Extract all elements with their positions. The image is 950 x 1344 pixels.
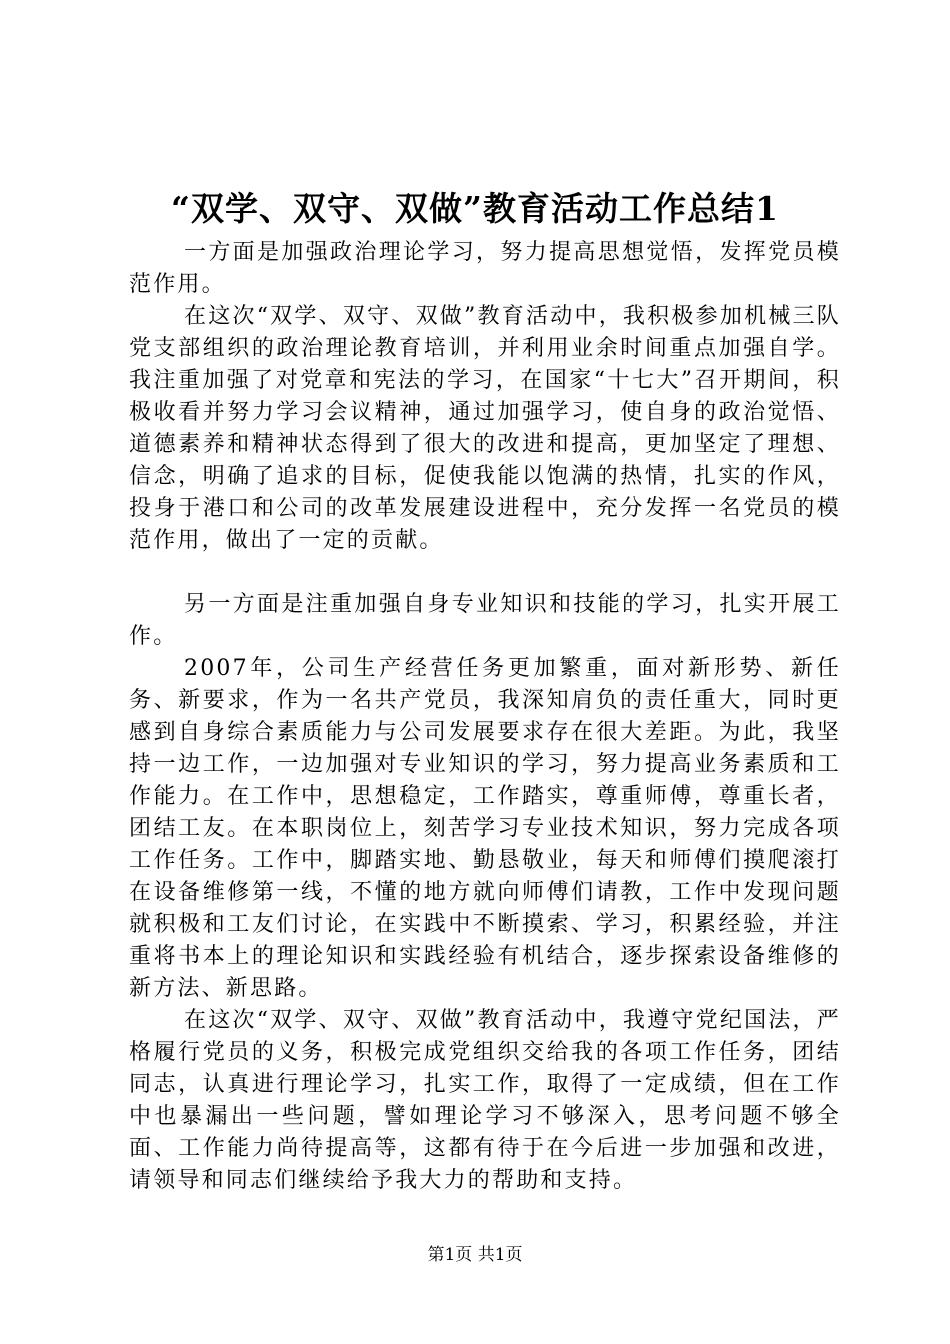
paragraph-2: 在这次“双学、双守、双做”教育活动中，我积极参加机械三队党支部组织的政治理论教育培训，并利用业余时间重点加强自学。我注重加强了对党章和宪法的学习，在国家“十七大”召开期间，积极收看并努力学习会议精神，通过加强学习，使自身的政治觉悟、道德素养和精神状态得到了很大的改进和提高，更加坚定了理想、信念，明确了追求的目标，促使我能以饱满的热情，扎实的作风，投身于港口和公司的改革发展建设进程中，充分发挥一名党员的模范作用，做出了一定的贡献。: [129, 304, 841, 553]
paragraph-5: 在这次“双学、双守、双做”教育活动中，我遵守党纪国法，严格履行党员的义务，积极完成党组织交给我的各项工作任务，团结同志，认真进行理论学习，扎实工作，取得了一定成绩，但在工作中也暴漏出一些问题，譬如理论学习不够深入，思考问题不够全面、工作能力尚待提高等，这都有待于在今后进一步加强和改进，请领导和同志们继续给予我大力的帮助和支持。: [129, 1008, 841, 1193]
page-footer: 第1页 共1页: [427, 1245, 523, 1265]
paragraph-1: 一方面是加强政治理论学习，努力提高思想觉悟，发挥党员模范作用。: [129, 240, 841, 297]
paragraph-gap: [129, 557, 841, 589]
document-title: “双学、双守、双做”教育活动工作总结1: [171, 189, 779, 228]
paragraph-4: 2007年，公司生产经营任务更加繁重，面对新形势、新任务、新要求，作为一名共产党员，我深知肩负的责任重大，同时更感到自身综合素质能力与公司发展要求存在很大差距。为此，我坚持一边工作，一边加强对专业知识的学习，努力提高业务素质和工作能力。在工作中，思想稳定，工作踏实，尊重师傅，尊重长者，团结工友。在本职岗位上，刻苦学习专业技术知识，努力完成各项工作任务。工作中，脚踏实地、勤恳敬业，每天和师傅们摸爬滚打在设备维修第一线，不懂的地方就向师傅们请教，工作中发现问题就积极和工友们讨论，在实践中不断摸索、学习，积累经验，并注重将书本上的理论知识和实践经验有机结合，逐步探索设备维修的新方法、新思路。: [129, 656, 841, 1001]
paragraph-3: 另一方面是注重加强自身专业知识和技能的学习，扎实开展工作。: [129, 592, 841, 649]
document-body: [129, 237, 841, 1197]
